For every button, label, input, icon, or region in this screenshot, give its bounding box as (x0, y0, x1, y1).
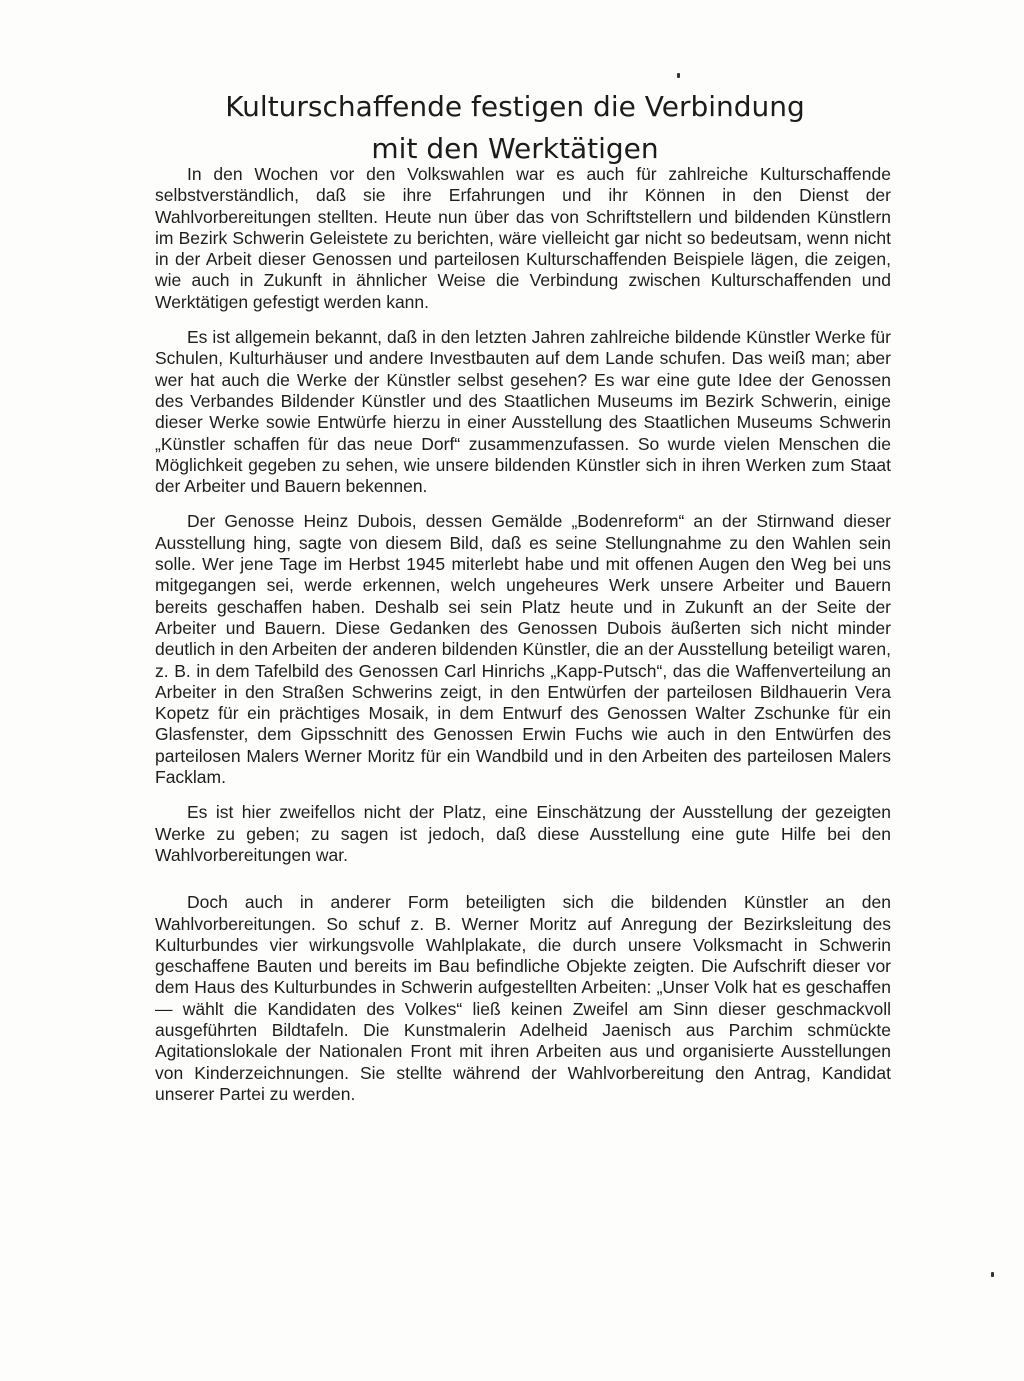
paragraph-1: In den Wochen vor den Volkswahlen war es auch für zahlreiche Kulturschaffende selbstverständlich, daß sie ihre Erfahrungen und ihr Können in den Dienst der Wahlvorbereitungen stellten. Heute nun über das von Schriftstellern und bildenden Künstlern im Bezirk Schwerin Geleistete zu berichten, wäre vielleicht gar nicht so bedeutsam, wenn nicht in der Arbeit dieser Genossen und parteilosen Kulturschaffenden Beispiele lägen, die zeigen, wie auch in Zukunft in ähnlicher Weise die Verbindung zwischen Kulturschaffenden und Werktätigen gefestigt werden kann. (155, 164, 891, 312)
article-body (155, 164, 891, 1119)
article-title-line-1: Kulturschaffende festigen die Verbindung (225, 90, 805, 123)
paragraph-2: Es ist allgemein bekannt, daß in den letzten Jahren zahlreiche bildende Künstler Werke für Schulen, Kulturhäuser und andere Investbauten auf dem Lande schufen. Das weiß man; aber wer hat auch die Werke der Künstler selbst gesehen? Es war eine gute Idee der Genossen des Verbandes Bildender Künstler und des Staatlichen Museums im Bezirk Schwerin, einige dieser Werke sowie Entwürfe hierzu in einer Ausstellung des Staatlichen Museums Schwerin „Künstler schaffen für das neue Dorf“ zusammenzufassen. So wurde vielen Menschen die Möglichkeit gegeben zu sehen, wie unsere bildenden Künstler sich in ihren Werken zum Staat der Arbeiter und Bauern bekennen. (155, 327, 891, 497)
paragraph-5: Doch auch in anderer Form beteiligten sich die bildenden Künstler an den Wahlvorbereitungen. So schuf z. B. Werner Moritz auf Anregung der Bezirksleitung des Kulturbundes vier wirkungsvolle Wahlplakate, die durch unsere Volksmacht in Schwerin geschaffene Bauten und bereits im Bau befindliche Objekte zeigten. Die Aufschrift dieser vor dem Haus des Kulturbundes in Schwerin aufgestellten Arbeiten: „Unser Volk hat es geschaffen — wählt die Kandidaten des Volkes“ ließ keinen Zweifel am Sinn dieser geschmackvoll ausgeführten Bildtafeln. Die Kunstmalerin Adelheid Jaenisch aus Parchim schmückte Agitationslokale der Nationalen Front mit ihren Arbeiten aus und organisierte Ausstellungen von Kinderzeichnungen. Sie stellte während der Wahlvorbereitung den Antrag, Kandidat unserer Partei zu werden. (155, 892, 891, 1104)
article-title-line-2: mit den Werktätigen (371, 132, 659, 165)
article-title (180, 86, 850, 170)
paragraph-4: Es ist hier zweifellos nicht der Platz, eine Einschätzung der Ausstellung der gezeigten Werke zu geben; zu sagen ist jedoch, daß diese Ausstellung eine gute Hilfe bei den Wahlvorbereitungen war. (155, 802, 891, 865)
paragraph-3: Der Genosse Heinz Dubois, dessen Gemälde „Bodenreform“ an der Stirnwand dieser Ausstellung hing, sagte von diesem Bild, daß es seine Stellungnahme zu den Wahlen sein solle. Wer jene Tage im Herbst 1945 miterlebt habe und mit offenen Augen den Weg bei uns mitgegangen sei, werde erkennen, welch ungeheures Werk unsere Arbeiter und Bauern bereits geschaffen haben. Deshalb sei sein Platz heute und in Zukunft an der Seite der Arbeiter und Bauern. Diese Gedanken des Genossen Dubois äußerten sich nicht minder deutlich in den Arbeiten der anderen bildenden Künstler, die an der Ausstellung beteiligt waren, z. B. in dem Tafelbild des Genossen Carl Hinrichs „Kapp-Putsch“, das die Waffenverteilung an Arbeiter in den Straßen Schwerins zeigt, in den Entwürfen der parteilosen Bildhauerin Vera Kopetz für ein prächtiges Mosaik, in dem Entwurf des Genossen Walter Zschunke für ein Glasfenster, dem Gipsschnitt des Genossen Erwin Fuchs wie auch in den Entwürfen des parteilosen Malers Werner Moritz für ein Wandbild und in den Arbeiten des parteilosen Malers Facklam. (155, 511, 891, 788)
scan-speck (677, 73, 680, 78)
scan-speck (991, 1272, 994, 1277)
